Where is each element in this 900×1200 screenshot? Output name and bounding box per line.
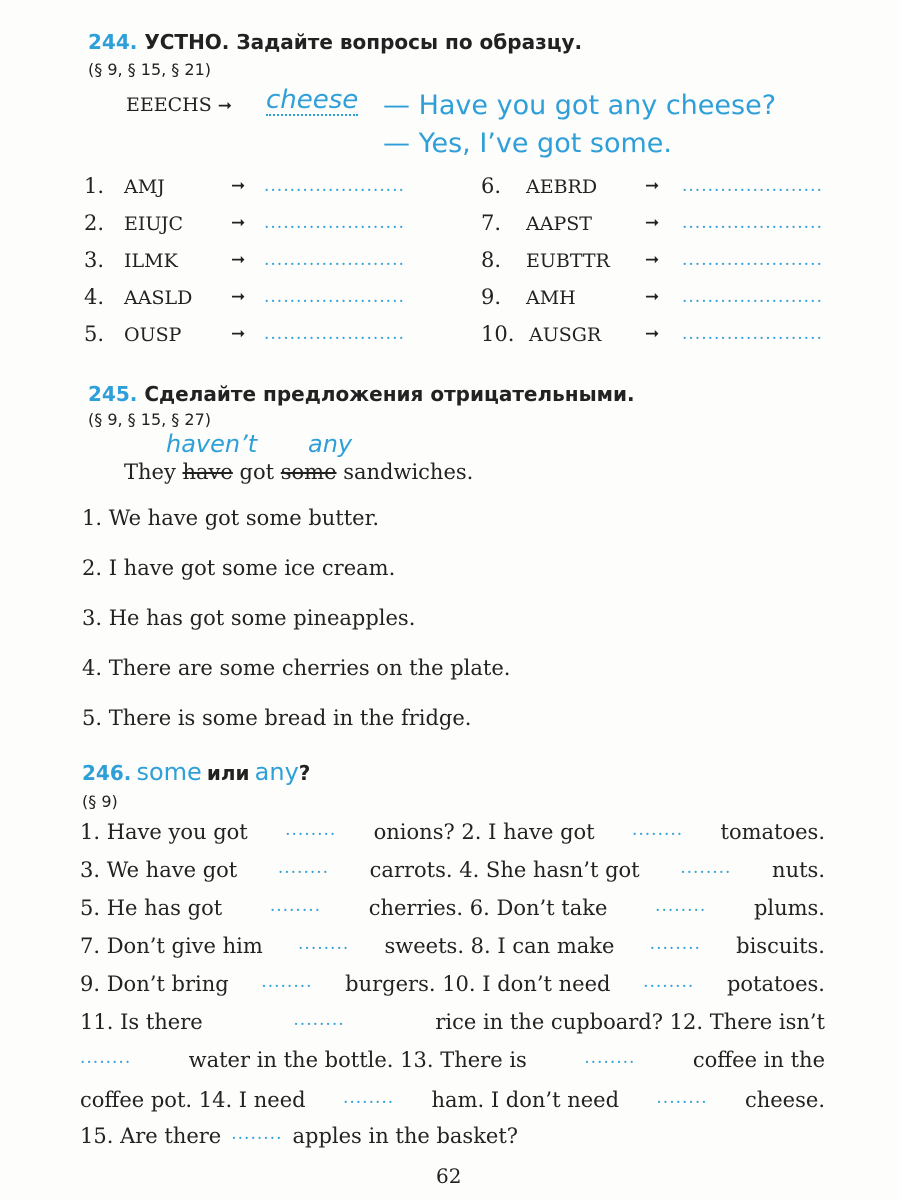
ex244-refs: (§ 9, § 15, § 21) (88, 60, 211, 79)
arrow-icon: ➞ (231, 250, 246, 270)
ex245-number: 245. (88, 382, 138, 406)
arrow-icon: ➞ (231, 176, 246, 196)
ex244-number: 244. (88, 30, 138, 54)
ex245-header (88, 382, 635, 406)
ex246-line (80, 972, 825, 996)
arrow-icon: ➞ (645, 250, 660, 270)
sentence-text: apples in the basket? (292, 1124, 519, 1148)
scrambled-word: AAPST (526, 213, 592, 235)
answer-blank[interactable]: ........ (631, 820, 684, 840)
arrow-icon: ➞ (231, 324, 246, 344)
ex245-item: 5. There is some bread in the fridge. (82, 706, 472, 730)
example-response: — Yes, I’ve got some. (383, 128, 672, 159)
sentence-text: plums. (753, 896, 825, 920)
item-number: 8. (481, 248, 502, 272)
answer-blank[interactable]: ........ (298, 934, 350, 954)
sentence-text: 7. Don’t give him (80, 934, 263, 958)
ex246-line (80, 1088, 825, 1112)
answer-blank[interactable]: ........ (277, 858, 330, 878)
ex246-line (80, 1048, 825, 1072)
item-number: 2. (84, 211, 105, 235)
arrow-icon: ➞ (231, 213, 246, 233)
ex246-line (80, 820, 825, 844)
example-answer: cheese (266, 85, 359, 115)
example-struck-word: have (182, 460, 233, 484)
sentence-text: burgers. 10. I don’t need (345, 972, 611, 996)
sentence-text: 9. Don’t bring (80, 972, 229, 996)
answer-blank[interactable]: ...................... (264, 176, 405, 196)
answer-blank[interactable]: ........ (342, 1088, 395, 1108)
item-number: 3. (84, 248, 105, 272)
answer-blank[interactable]: ...................... (264, 287, 405, 307)
answer-blank[interactable]: ...................... (264, 250, 405, 270)
example-word: They (124, 460, 176, 484)
ex245-item: 1. We have got some butter. (82, 506, 380, 530)
ex245-refs: (§ 9, § 15, § 27) (88, 410, 211, 429)
scrambled-word: AUSGR (529, 324, 602, 346)
scrambled-word: AASLD (124, 287, 193, 309)
example-word: got (239, 460, 275, 484)
ex245-item: 2. I have got some ice cream. (82, 556, 396, 580)
answer-blank[interactable]: ........ (584, 1048, 636, 1068)
ex244-title: УСТНО. Задайте вопросы по образцу. (144, 30, 583, 54)
ex246-line (80, 896, 825, 920)
sentence-text: potatoes. (726, 972, 825, 996)
arrow-icon: ➞ (645, 287, 660, 307)
answer-blank[interactable]: ........ (649, 934, 701, 954)
answer-blank[interactable]: ...................... (682, 287, 823, 307)
ex246-header (82, 758, 310, 786)
answer-blank[interactable]: ........ (656, 1088, 708, 1108)
scrambled-word: AMH (526, 287, 576, 309)
example-struck-word: some (280, 460, 337, 484)
ex244-header (88, 30, 582, 54)
answer-blank[interactable]: ........ (680, 858, 732, 878)
answer-blank[interactable]: ........ (643, 972, 695, 992)
sentence-text: carrots. 4. She hasn’t got (369, 858, 640, 882)
ex246-title-some: some (136, 758, 202, 786)
scrambled-word: OUSP (124, 324, 182, 346)
sentence-text: cherries. 6. Don’t take (368, 896, 608, 920)
ex245-title: Сделайте предложения отрицательными. (144, 382, 635, 406)
scrambled-word: AEBRD (526, 176, 598, 198)
sentence-text: 11. Is there (80, 1010, 203, 1034)
answer-blank[interactable]: ...................... (682, 250, 823, 270)
answer-blank[interactable]: ...................... (264, 324, 405, 344)
ex246-line (80, 934, 825, 958)
item-number: 1. (84, 174, 105, 198)
arrow-icon: ➞ (645, 324, 660, 344)
answer-blank[interactable]: ........ (261, 972, 313, 992)
answer-blank[interactable]: ...................... (682, 176, 823, 196)
sentence-text: onions? 2. I have got (373, 820, 595, 844)
scrambled-word: AMJ (124, 176, 165, 198)
example-question: — Have you got any cheese? (383, 90, 777, 121)
sentence-text: biscuits. (736, 934, 825, 958)
answer-blank[interactable]: ........ (269, 896, 322, 916)
example-word: sandwiches. (343, 460, 474, 484)
answer-blank[interactable]: ...................... (682, 324, 823, 344)
answer-blank[interactable]: ........ (285, 820, 337, 840)
scrambled-word: EIUJC (124, 213, 184, 235)
arrow-icon: ➞ (217, 96, 233, 116)
ex245-item: 4. There are some cherries on the plate. (82, 656, 511, 680)
scrambled-word: ILMK (124, 250, 178, 272)
ex245-item: 3. He has got some pineapples. (82, 606, 416, 630)
ex246-line (80, 1010, 825, 1034)
item-number: 10. (481, 322, 515, 346)
ex245-example (124, 460, 473, 484)
sentence-text: rice in the cupboard? 12. There isn’t (435, 1010, 825, 1034)
page-number: 62 (436, 1164, 462, 1188)
ex246-line (80, 1124, 825, 1148)
scrambled-word: EUBTTR (526, 250, 610, 272)
item-number: 6. (481, 174, 502, 198)
sentence-text: 15. Are there (80, 1124, 222, 1148)
arrow-icon: ➞ (645, 213, 660, 233)
sentence-text: ham. I don’t need (431, 1088, 620, 1112)
arrow-icon: ➞ (645, 176, 660, 196)
ex246-number: 246. (82, 761, 132, 785)
sentence-text: water in the bottle. 13. There is (188, 1048, 527, 1072)
answer-blank[interactable]: ........ (293, 1010, 345, 1030)
handwritten-havent: haven’t (166, 430, 258, 458)
answer-blank[interactable]: ...................... (264, 213, 405, 233)
item-number: 4. (84, 285, 105, 309)
ex246-line (80, 858, 825, 882)
sentence-text: coffee pot. 14. I need (80, 1088, 306, 1112)
ex246-title-or: или (206, 761, 250, 785)
sentence-text: tomatoes. (720, 820, 825, 844)
answer-blank[interactable]: ...................... (682, 213, 823, 233)
ex246-title-any: any (254, 758, 299, 786)
sentence-text: 3. We have got (80, 858, 238, 882)
item-number: 9. (481, 285, 502, 309)
ex246-title-q: ? (298, 761, 311, 785)
item-number: 5. (84, 322, 105, 346)
sentence-text: 1. Have you got (80, 820, 248, 844)
sentence-text: nuts. (772, 858, 825, 882)
arrow-icon: ➞ (231, 287, 246, 307)
answer-blank[interactable]: ........ (655, 896, 707, 916)
sentence-text: coffee in the (692, 1048, 825, 1072)
ex244-example (126, 94, 232, 116)
sentence-text: 5. He has got (80, 896, 223, 920)
answer-blank[interactable]: ........ (80, 1048, 132, 1068)
example-scrambled-word: EEECHS (126, 94, 212, 116)
handwritten-any: any (308, 430, 353, 458)
answer-blank[interactable]: ........ (231, 1124, 283, 1144)
item-number: 7. (481, 211, 502, 235)
sentence-text: sweets. 8. I can make (384, 934, 615, 958)
ex246-refs: (§ 9) (82, 792, 118, 811)
sentence-text: cheese. (744, 1088, 825, 1112)
